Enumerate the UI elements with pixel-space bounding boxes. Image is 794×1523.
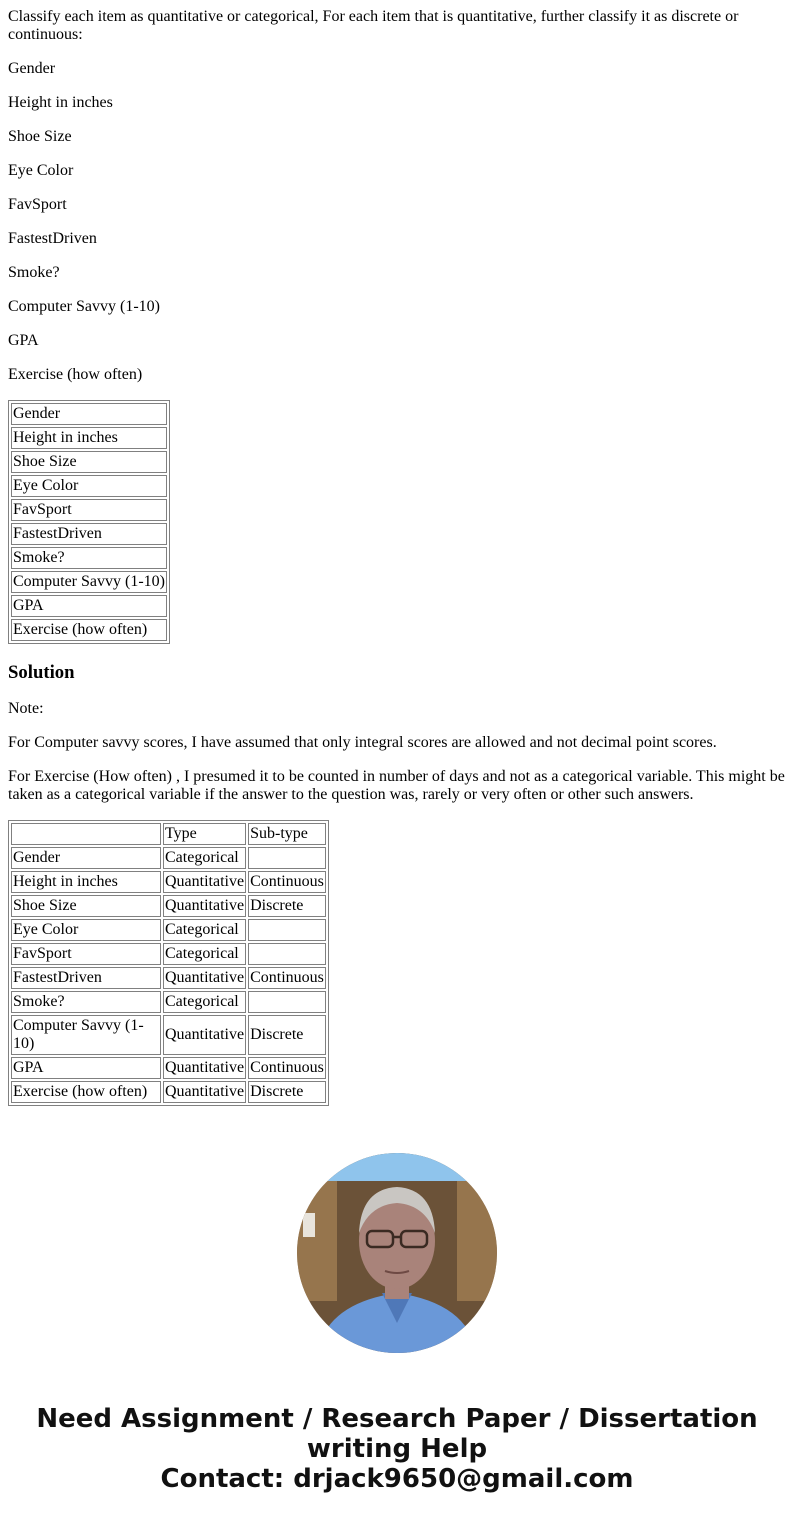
table-cell: Discrete bbox=[248, 1015, 326, 1055]
note-computer-savvy: For Computer savvy scores, I have assumed that only integral scores are allowed and not decimal point scores. bbox=[8, 734, 717, 751]
question-item: Computer Savvy (1-10) bbox=[8, 298, 160, 315]
table-cell: Shoe Size bbox=[11, 451, 167, 473]
table-cell: Eye Color bbox=[11, 475, 167, 497]
table-row bbox=[11, 547, 167, 569]
table-cell: Height in inches bbox=[11, 871, 161, 893]
table-cell: Quantitative bbox=[163, 895, 246, 917]
question-item: GPA bbox=[8, 332, 39, 349]
table-cell: Smoke? bbox=[11, 547, 167, 569]
table-cell: Continuous bbox=[248, 967, 326, 989]
table-row bbox=[11, 403, 167, 425]
table-cell: Smoke? bbox=[11, 991, 161, 1013]
table-row bbox=[11, 1015, 326, 1055]
table-row bbox=[11, 1081, 326, 1103]
note-exercise: For Exercise (How often) , I presumed it to be counted in number of days and not as a categorical variable. This might be taken as a categorical variable if the answer to the question was, rarely or very often or other such answers. bbox=[8, 768, 785, 803]
table-cell: Quantitative bbox=[163, 967, 246, 989]
table-cell: FavSport bbox=[11, 943, 161, 965]
table-header-cell: Sub-type bbox=[248, 823, 326, 845]
wall-switch bbox=[303, 1213, 315, 1237]
question-item: FavSport bbox=[8, 196, 67, 213]
table-row bbox=[11, 427, 167, 449]
table-cell: Categorical bbox=[163, 919, 246, 941]
table-row bbox=[11, 919, 326, 941]
table-cell: FastestDriven bbox=[11, 967, 161, 989]
table-cell bbox=[248, 943, 326, 965]
table-cell: Categorical bbox=[163, 991, 246, 1013]
table-cell: Eye Color bbox=[11, 919, 161, 941]
table-cell: Height in inches bbox=[11, 427, 167, 449]
table-row bbox=[11, 895, 326, 917]
table-cell: Quantitative bbox=[163, 1015, 246, 1055]
table-cell: Gender bbox=[11, 403, 167, 425]
table-row bbox=[11, 619, 167, 641]
table-cell: Computer Savvy (1-10) bbox=[11, 1015, 161, 1055]
carved-panel-left bbox=[297, 1181, 337, 1301]
promo-contact: Contact: drjack9650@gmail.com bbox=[160, 1464, 634, 1494]
table-cell: Quantitative bbox=[163, 1081, 246, 1103]
table-row bbox=[11, 871, 326, 893]
table-header-cell: Type bbox=[163, 823, 246, 845]
question-item: Exercise (how often) bbox=[8, 366, 143, 383]
question-item: Height in inches bbox=[8, 94, 113, 111]
table-header-row bbox=[11, 823, 326, 845]
table-row bbox=[11, 499, 167, 521]
document-body bbox=[8, 0, 786, 1106]
table-row bbox=[11, 595, 167, 617]
table-cell: Categorical bbox=[163, 847, 246, 869]
table-cell: Exercise (how often) bbox=[11, 619, 167, 641]
table-cell: GPA bbox=[11, 595, 167, 617]
promo-line: Need Assignment / Research Paper / Dissertation bbox=[36, 1404, 758, 1434]
sky-strip bbox=[297, 1153, 497, 1181]
table-cell: Discrete bbox=[248, 895, 326, 917]
table-header-cell bbox=[11, 823, 161, 845]
table-cell: Quantitative bbox=[163, 871, 246, 893]
solution-table bbox=[8, 820, 329, 1106]
table-cell: FastestDriven bbox=[11, 523, 167, 545]
table-cell: Shoe Size bbox=[11, 895, 161, 917]
author-portrait-image bbox=[297, 1153, 497, 1353]
table-cell: FavSport bbox=[11, 499, 167, 521]
table-row bbox=[11, 451, 167, 473]
table-row bbox=[11, 475, 167, 497]
table-cell: GPA bbox=[11, 1057, 161, 1079]
table-cell bbox=[248, 847, 326, 869]
question-items-table bbox=[8, 400, 170, 644]
question-item: Shoe Size bbox=[8, 128, 72, 145]
table-cell: Continuous bbox=[248, 1057, 326, 1079]
author-avatar bbox=[297, 1153, 497, 1353]
table-cell: Gender bbox=[11, 847, 161, 869]
question-item: FastestDriven bbox=[8, 230, 97, 247]
note-label: Note: bbox=[8, 700, 44, 717]
table-cell: Discrete bbox=[248, 1081, 326, 1103]
question-item: Smoke? bbox=[8, 264, 60, 281]
question-prompt: Classify each item as quantitative or categorical, For each item that is quantitative, further classify it as discrete or continuous: bbox=[8, 8, 739, 43]
table-cell: Continuous bbox=[248, 871, 326, 893]
table-cell: Exercise (how often) bbox=[11, 1081, 161, 1103]
table-cell: Quantitative bbox=[163, 1057, 246, 1079]
question-item-list bbox=[8, 60, 786, 384]
table-cell: Computer Savvy (1-10) bbox=[11, 571, 167, 593]
table-row bbox=[11, 943, 326, 965]
table-cell bbox=[248, 991, 326, 1013]
table-row bbox=[11, 967, 326, 989]
question-item: Gender bbox=[8, 60, 56, 77]
question-item: Eye Color bbox=[8, 162, 74, 179]
table-row bbox=[11, 523, 167, 545]
promo-line: writing Help bbox=[306, 1434, 488, 1464]
table-row bbox=[11, 1057, 326, 1079]
table-cell: Categorical bbox=[163, 943, 246, 965]
carved-panel-right bbox=[457, 1181, 497, 1301]
table-cell bbox=[248, 919, 326, 941]
table-row bbox=[11, 847, 326, 869]
solution-heading: Solution bbox=[8, 662, 75, 683]
table-row bbox=[11, 571, 167, 593]
table-row bbox=[11, 991, 326, 1013]
